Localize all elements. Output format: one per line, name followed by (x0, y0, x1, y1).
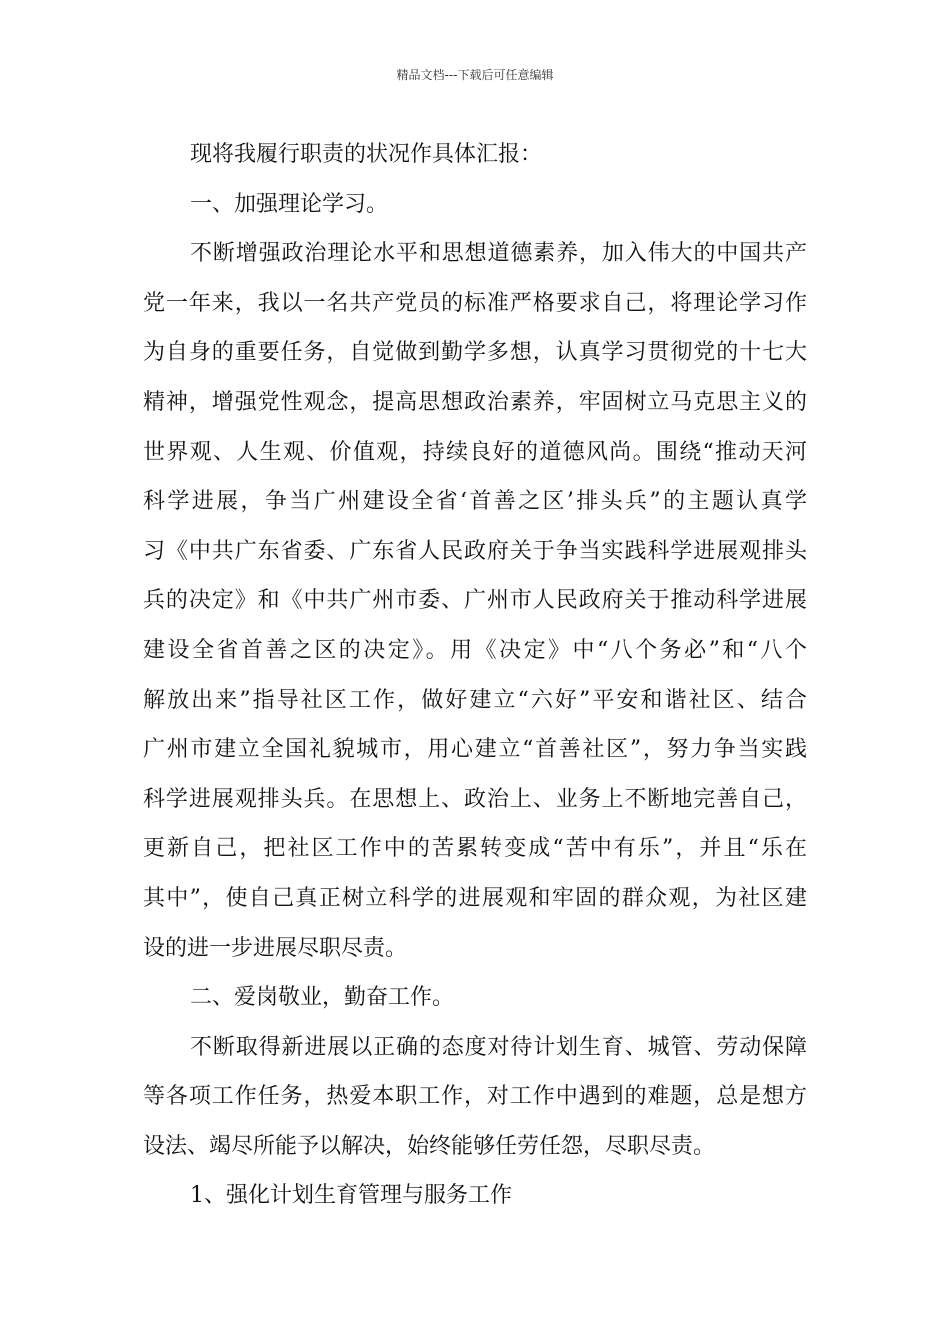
text-line: 更新自己，把社区工作中的苦累转变成“苦中有乐”，并且“乐在 (143, 836, 807, 862)
text-line: 建设全省首善之区的决定》。用《决定》中“八个务必”和“八个 (143, 637, 807, 663)
text-line: 精神，增强党性观念，提高思想政治素养，牢固树立马克思主义的 (143, 389, 807, 415)
section-heading: 二、爱岗敬业，勤奋工作。 (190, 985, 455, 1011)
text-line: 党一年来，我以一名共产党员的标准严格要求自己，将理论学习作 (143, 290, 807, 316)
text-line: 科学进展观排头兵。在思想上、政治上、业务上不断地完善自己， (143, 786, 807, 812)
text-line: 广州市建立全国礼貌城市，用心建立“首善社区”，努力争当实践 (143, 737, 807, 763)
text-line: 设法、竭尽所能予以解决，始终能够任劳任怨，尽职尽责。 (143, 1133, 716, 1159)
text-line: 其中”，使自己真正树立科学的进展观和牢固的群众观，为社区建 (143, 885, 807, 911)
text-line: 解放出来”指导社区工作，做好建立“六好”平安和谐社区、结合 (143, 687, 807, 713)
text-line: 设的进一步进展尽职尽责。 (143, 935, 408, 961)
page-header: 精品文档---下载后可任意编辑 (396, 68, 554, 82)
text-line: 兵的决定》和《中共广州市委、广州市人民政府关于推动科学进展 (143, 588, 807, 614)
text-line: 为自身的重要任务，自觉做到勤学多想，认真学习贯彻党的十七大 (143, 340, 807, 366)
text-line: 现将我履行职责的状况作具体汇报： (190, 142, 543, 167)
document-body (143, 130, 807, 1221)
section-heading: 一、加强理论学习。 (190, 191, 389, 217)
text-line: 习《中共广东省委、广东省人民政府关于争当实践科学进展观排头 (143, 538, 807, 564)
text-line: 世界观、人生观、价值观，持续良好的道德风尚。围绕“推动天河 (143, 439, 807, 465)
text-line: 不断取得新进展以正确的态度对待计划生育、城管、劳动保障 (190, 1034, 807, 1060)
subsection-heading: 1、强化计划生育管理与服务工作 (190, 1183, 512, 1209)
text-line: 科学进展，争当广州建设全省‘首善之区’排头兵”的主题认真学 (143, 489, 807, 515)
text-line: 不断增强政治理论水平和思想道德素养，加入伟大的中国共产 (190, 241, 807, 267)
text-line: 等各项工作任务，热爱本职工作，对工作中遇到的难题，总是想方 (143, 1084, 807, 1110)
